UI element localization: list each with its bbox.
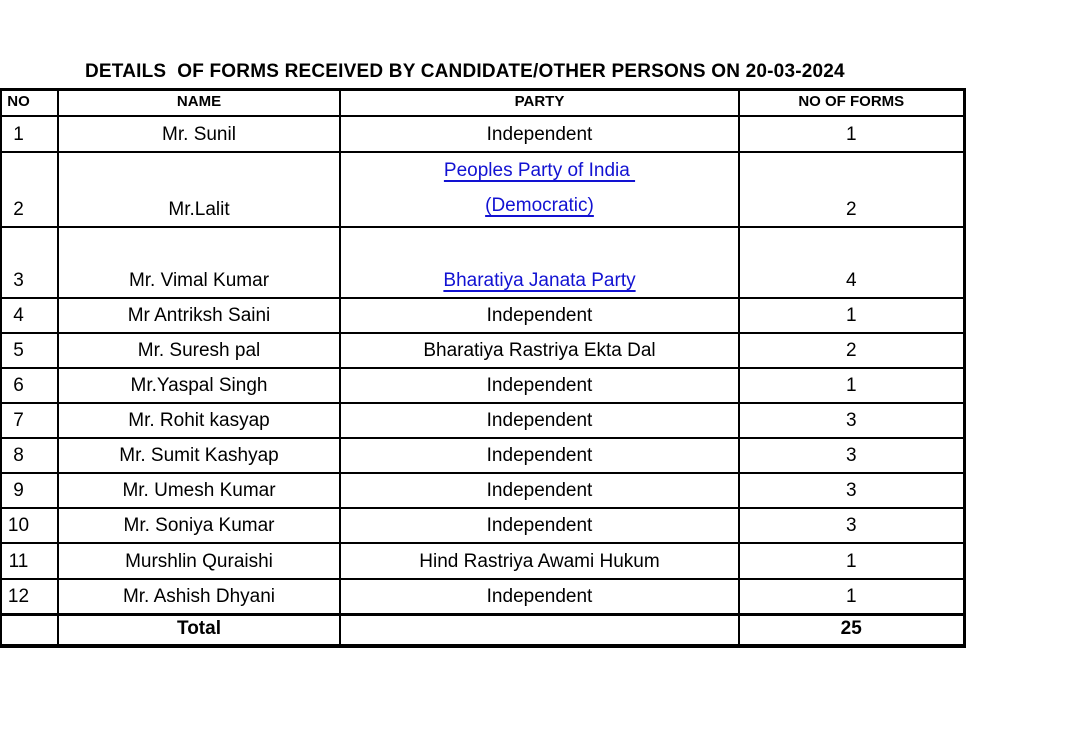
document-title: DETAILS OF FORMS RECEIVED BY CANDIDATE/OTHER PERSONS ON 20-03-2024 [85,61,845,82]
row-number-cell: 5 [1,333,58,368]
forms-count-cell: 3 [739,438,964,473]
forms-count-cell: 1 [739,298,964,333]
row-number-cell: 8 [1,438,58,473]
party-cell [340,227,739,298]
party-cell [340,116,739,152]
total-no-cell [1,614,58,646]
total-forms-value: 25 [739,614,964,646]
party-link[interactable]: Bharatiya Janata Party [443,270,636,291]
forms-count-cell: 1 [739,543,964,579]
table-row [1,116,964,152]
table-row [1,368,964,403]
candidate-name-cell: Mr. Ashish Dhyani [58,579,340,614]
party-name: Independent [486,124,593,145]
col-header-no: NO [1,90,58,117]
forms-count-cell: 3 [739,473,964,508]
party-name: Independent [486,375,593,396]
candidate-name-cell: Mr Antriksh Saini [58,298,340,333]
forms-count-cell: 2 [739,333,964,368]
candidate-name-cell: Mr. Soniya Kumar [58,508,340,543]
row-number-cell: 11 [1,543,58,579]
party-cell [340,508,739,543]
party-name: Independent [486,410,593,431]
party-name: Independent [486,585,593,607]
candidate-name-cell: Mr. Rohit kasyap [58,403,340,438]
party-name: Bharatiya Rastriya Ekta Dal [423,340,656,361]
row-number-cell: 2 [1,152,58,227]
candidate-name-cell: Mr. Suresh pal [58,333,340,368]
party-name: Independent [486,305,593,326]
party-cell [340,298,739,333]
party-name: Independent [486,445,593,466]
row-number-cell: 10 [1,508,58,543]
col-header-name: NAME [58,90,340,117]
forms-table [0,88,966,648]
party-cell [340,368,739,403]
candidate-name-cell: Murshlin Quraishi [58,543,340,579]
forms-count-cell: 2 [739,152,964,227]
table-row [1,579,964,614]
party-cell [340,473,739,508]
total-row [1,614,964,646]
candidate-name-cell: Mr. Umesh Kumar [58,473,340,508]
row-number-cell: 12 [1,579,58,614]
forms-count-cell: 3 [739,508,964,543]
party-cell [340,152,739,227]
total-label: Total [58,614,340,646]
party-name: Hind Rastriya Awami Hukum [419,551,660,572]
header-row [1,90,964,117]
candidate-name-cell: Mr. Vimal Kumar [58,227,340,298]
row-number-cell: 6 [1,368,58,403]
table-body [1,116,964,614]
row-number-cell: 9 [1,473,58,508]
row-number-cell: 3 [1,227,58,298]
party-cell [340,403,739,438]
table-header [1,90,964,117]
party-cell [340,543,739,579]
table-footer [1,614,964,646]
table-row [1,438,964,473]
party-name: Independent [486,480,593,501]
party-cell [340,333,739,368]
table-row [1,227,964,298]
table-row [1,333,964,368]
candidate-name-cell: Mr. Sumit Kashyap [58,438,340,473]
col-header-party: PARTY [340,90,739,117]
forms-count-cell: 1 [739,116,964,152]
party-name: Independent [486,515,593,536]
table-row [1,543,964,579]
candidate-name-cell: Mr. Sunil [58,116,340,152]
table-row [1,403,964,438]
row-number-cell: 4 [1,298,58,333]
forms-count-cell: 1 [739,579,964,614]
party-cell [340,579,739,614]
forms-count-cell: 1 [739,368,964,403]
party-link[interactable]: Peoples Party of India (Democratic) [443,160,636,216]
total-party-cell [340,614,739,646]
table-row [1,298,964,333]
candidate-name-cell: Mr.Yaspal Singh [58,368,340,403]
table-row [1,473,964,508]
table-row [1,508,964,543]
row-number-cell: 7 [1,403,58,438]
forms-count-cell: 3 [739,403,964,438]
forms-count-cell: 4 [739,227,964,298]
col-header-forms: NO OF FORMS [739,90,964,117]
table-row [1,152,964,227]
candidate-name-cell: Mr.Lalit [58,152,340,227]
party-cell [340,438,739,473]
row-number-cell: 1 [1,116,58,152]
